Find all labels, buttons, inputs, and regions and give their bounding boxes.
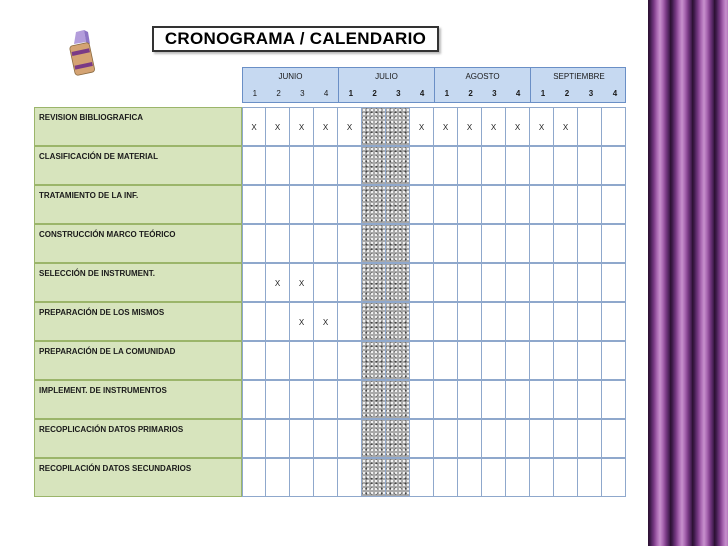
- activity-label: RECOPLICACIÓN DATOS PRIMARIOS: [34, 419, 242, 458]
- decorative-side-strip: [648, 0, 728, 546]
- schedule-cell: [386, 458, 410, 497]
- schedule-cell: [242, 146, 266, 185]
- schedule-cell: [386, 302, 410, 341]
- schedule-cell: [434, 302, 458, 341]
- schedule-cell: [554, 146, 578, 185]
- schedule-cell: [434, 263, 458, 302]
- schedule-cell: [554, 380, 578, 419]
- schedule-cell: [362, 224, 386, 263]
- schedule-cell: [482, 185, 506, 224]
- schedule-cell: [314, 419, 338, 458]
- schedule-cell: X: [290, 107, 314, 146]
- activity-label: SELECCIÓN DE INSTRUMENT.: [34, 263, 242, 302]
- schedule-cell: [578, 263, 602, 302]
- schedule-cell: [314, 263, 338, 302]
- schedule-cell: [578, 224, 602, 263]
- schedule-cell: [386, 419, 410, 458]
- schedule-cell: [290, 224, 314, 263]
- schedule-cell: [482, 341, 506, 380]
- table-row: [34, 458, 626, 497]
- schedule-cell: [266, 419, 290, 458]
- schedule-cell: [266, 458, 290, 497]
- schedule-cell: [290, 185, 314, 224]
- schedule-cell: [410, 341, 434, 380]
- schedule-cell: [458, 146, 482, 185]
- schedule-cell: [290, 458, 314, 497]
- schedule-cell: [266, 341, 290, 380]
- schedule-cell: X: [530, 107, 554, 146]
- schedule-cell: X: [434, 107, 458, 146]
- schedule-cell: [362, 263, 386, 302]
- week-number: 4: [515, 89, 521, 98]
- week-number: 3: [396, 89, 401, 98]
- page-title: [152, 26, 439, 52]
- schedule-cell: [362, 146, 386, 185]
- table-row: [34, 419, 626, 458]
- schedule-cell: [458, 185, 482, 224]
- schedule-cell: [362, 419, 386, 458]
- schedule-cell: [602, 185, 626, 224]
- week-number: 1: [348, 89, 354, 98]
- week-row: [339, 85, 434, 102]
- table-row: [34, 302, 626, 341]
- schedule-cell: [602, 458, 626, 497]
- schedule-cell: [362, 107, 386, 146]
- schedule-cell: [410, 263, 434, 302]
- schedule-cell: [530, 263, 554, 302]
- schedule-cell: X: [266, 107, 290, 146]
- schedule-cell: [602, 302, 626, 341]
- schedule-cell: [314, 341, 338, 380]
- schedule-cell: [482, 302, 506, 341]
- schedule-cell: [410, 185, 434, 224]
- schedule-cell: X: [314, 107, 338, 146]
- activity-label: CLASIFICACIÓN DE MATERIAL: [34, 146, 242, 185]
- month-name: AGOSTO: [465, 72, 500, 81]
- schedule-cell: X: [338, 107, 362, 146]
- schedule-cell: X: [482, 107, 506, 146]
- schedule-cell: [602, 146, 626, 185]
- schedule-cell: [458, 419, 482, 458]
- table-row: [34, 224, 626, 263]
- schedule-cell: X: [554, 107, 578, 146]
- activity-label: REVISION BIBLIOGRAFICA: [34, 107, 242, 146]
- table-row: [34, 341, 626, 380]
- schedule-cell: [482, 458, 506, 497]
- schedule-cell: [554, 341, 578, 380]
- schedule-cell: [266, 185, 290, 224]
- schedule-cell: [602, 380, 626, 419]
- schedule-cell: [362, 380, 386, 419]
- schedule-cell: [554, 419, 578, 458]
- schedule-cell: [338, 419, 362, 458]
- schedule-cell: [314, 458, 338, 497]
- week-number: 2: [372, 89, 377, 98]
- schedule-cell: [530, 341, 554, 380]
- schedule-cell: [338, 380, 362, 419]
- table-row: [34, 146, 626, 185]
- schedule-cell: [338, 146, 362, 185]
- schedule-cell: X: [314, 302, 338, 341]
- schedule-cell: [530, 458, 554, 497]
- title-text: CRONOGRAMA / CALENDARIO: [164, 29, 427, 48]
- schedule-cell: [482, 419, 506, 458]
- schedule-cell: [506, 146, 530, 185]
- schedule-cell: [458, 224, 482, 263]
- schedule-cell: [578, 341, 602, 380]
- schedule-cell: [410, 146, 434, 185]
- schedule-cell: [578, 419, 602, 458]
- schedule-cell: [314, 185, 338, 224]
- schedule-grid: [34, 107, 626, 497]
- schedule-cell: [242, 224, 266, 263]
- schedule-cell: [242, 302, 266, 341]
- schedule-cell: [578, 185, 602, 224]
- schedule-cell: [506, 380, 530, 419]
- schedule-cell: [530, 380, 554, 419]
- schedule-cell: [386, 185, 410, 224]
- schedule-cell: [338, 341, 362, 380]
- month-name: JUNIO: [278, 72, 303, 81]
- schedule-cell: [554, 458, 578, 497]
- schedule-cell: [386, 341, 410, 380]
- month-header-julio: [339, 68, 435, 102]
- schedule-cell: [314, 380, 338, 419]
- schedule-cell: X: [266, 263, 290, 302]
- schedule-cell: [482, 263, 506, 302]
- activity-label: TRATAMIENTO DE LA INF.: [34, 185, 242, 224]
- week-row: [435, 85, 530, 102]
- activity-label: CONSTRUCCIÓN MARCO TEÓRICO: [34, 224, 242, 263]
- month-header-agosto: [435, 68, 531, 102]
- schedule-cell: [602, 419, 626, 458]
- schedule-cell: [554, 224, 578, 263]
- schedule-cell: [338, 263, 362, 302]
- schedule-cell: [458, 302, 482, 341]
- table-row: [34, 185, 626, 224]
- schedule-cell: [506, 302, 530, 341]
- schedule-cell: [290, 146, 314, 185]
- schedule-cell: [386, 146, 410, 185]
- table-row: [34, 380, 626, 419]
- schedule-cell: [602, 341, 626, 380]
- table-row: [34, 263, 626, 302]
- schedule-cell: [482, 224, 506, 263]
- schedule-cell: [578, 107, 602, 146]
- month-name: SEPTIEMBRE: [553, 72, 605, 81]
- schedule-cell: [506, 185, 530, 224]
- activity-label: IMPLEMENT. DE INSTRUMENTOS: [34, 380, 242, 419]
- schedule-cell: [554, 263, 578, 302]
- schedule-cell: [362, 458, 386, 497]
- week-number: 2: [276, 89, 281, 98]
- week-number: 3: [492, 89, 497, 98]
- schedule-cell: [578, 146, 602, 185]
- schedule-cell: [266, 302, 290, 341]
- month-header-septiembre: [531, 68, 627, 102]
- schedule-cell: [314, 224, 338, 263]
- schedule-cell: [410, 380, 434, 419]
- week-row: [531, 85, 627, 102]
- week-number: 2: [564, 89, 570, 98]
- week-number: 3: [300, 89, 305, 98]
- schedule-cell: [458, 380, 482, 419]
- schedule-cell: [242, 263, 266, 302]
- schedule-cell: [362, 341, 386, 380]
- schedule-cell: [506, 341, 530, 380]
- schedule-cell: [506, 263, 530, 302]
- schedule-cell: [410, 302, 434, 341]
- schedule-cell: X: [458, 107, 482, 146]
- schedule-cell: [242, 341, 266, 380]
- schedule-cell: [266, 224, 290, 263]
- crayon-icon: [62, 28, 102, 80]
- schedule-cell: [362, 302, 386, 341]
- schedule-cell: [242, 185, 266, 224]
- table-row: [34, 107, 626, 146]
- month-header-junio: [243, 68, 339, 102]
- schedule-cell: [506, 224, 530, 263]
- schedule-cell: [410, 224, 434, 263]
- schedule-cell: [458, 263, 482, 302]
- schedule-cell: [434, 146, 458, 185]
- schedule-cell: [386, 263, 410, 302]
- schedule-cell: [602, 224, 626, 263]
- week-number: 1: [444, 89, 450, 98]
- schedule-cell: X: [242, 107, 266, 146]
- schedule-cell: [434, 185, 458, 224]
- week-number: 2: [468, 89, 473, 98]
- schedule-cell: [338, 224, 362, 263]
- schedule-cell: [314, 146, 338, 185]
- schedule-cell: [434, 419, 458, 458]
- schedule-cell: [338, 458, 362, 497]
- schedule-cell: [386, 224, 410, 263]
- schedule-cell: [434, 341, 458, 380]
- schedule-cell: [266, 380, 290, 419]
- schedule-cell: [530, 146, 554, 185]
- week-number: 4: [323, 89, 329, 98]
- week-number: 4: [419, 89, 425, 98]
- schedule-cell: [386, 107, 410, 146]
- schedule-cell: [530, 302, 554, 341]
- schedule-cell: [434, 458, 458, 497]
- schedule-cell: [578, 458, 602, 497]
- schedule-cell: [266, 146, 290, 185]
- schedule-cell: [434, 380, 458, 419]
- schedule-cell: [602, 263, 626, 302]
- schedule-cell: [338, 185, 362, 224]
- schedule-cell: [434, 224, 458, 263]
- schedule-cell: [554, 302, 578, 341]
- schedule-cell: [338, 302, 362, 341]
- schedule-cell: [530, 224, 554, 263]
- schedule-cell: [482, 146, 506, 185]
- schedule-cell: [578, 302, 602, 341]
- week-number: 1: [252, 89, 258, 98]
- schedule-cell: [386, 380, 410, 419]
- month-name: JULIO: [375, 72, 398, 81]
- schedule-cell: X: [410, 107, 434, 146]
- week-number: 3: [588, 89, 594, 98]
- schedule-cell: [530, 419, 554, 458]
- schedule-cell: [410, 458, 434, 497]
- schedule-cell: [506, 458, 530, 497]
- week-number: 4: [612, 89, 618, 98]
- schedule-cell: [458, 458, 482, 497]
- schedule-cell: [290, 341, 314, 380]
- months-header: [242, 67, 626, 103]
- schedule-cell: [290, 380, 314, 419]
- week-number: 1: [540, 89, 546, 98]
- schedule-cell: [578, 380, 602, 419]
- schedule-cell: [554, 185, 578, 224]
- activity-label: PREPARACIÓN DE LOS MISMOS: [34, 302, 242, 341]
- schedule-cell: [482, 380, 506, 419]
- schedule-cell: X: [290, 263, 314, 302]
- activity-label: RECOPILACIÓN DATOS SECUNDARIOS: [34, 458, 242, 497]
- schedule-cell: [362, 185, 386, 224]
- schedule-cell: [530, 185, 554, 224]
- schedule-cell: [242, 458, 266, 497]
- schedule-cell: [410, 419, 434, 458]
- schedule-cell: [242, 419, 266, 458]
- activity-label: PREPARACIÓN DE LA COMUNIDAD: [34, 341, 242, 380]
- schedule-cell: [602, 107, 626, 146]
- week-row: [243, 85, 338, 102]
- schedule-cell: [506, 419, 530, 458]
- schedule-cell: [290, 419, 314, 458]
- schedule-cell: X: [506, 107, 530, 146]
- schedule-cell: X: [290, 302, 314, 341]
- schedule-cell: [458, 341, 482, 380]
- schedule-cell: [242, 380, 266, 419]
